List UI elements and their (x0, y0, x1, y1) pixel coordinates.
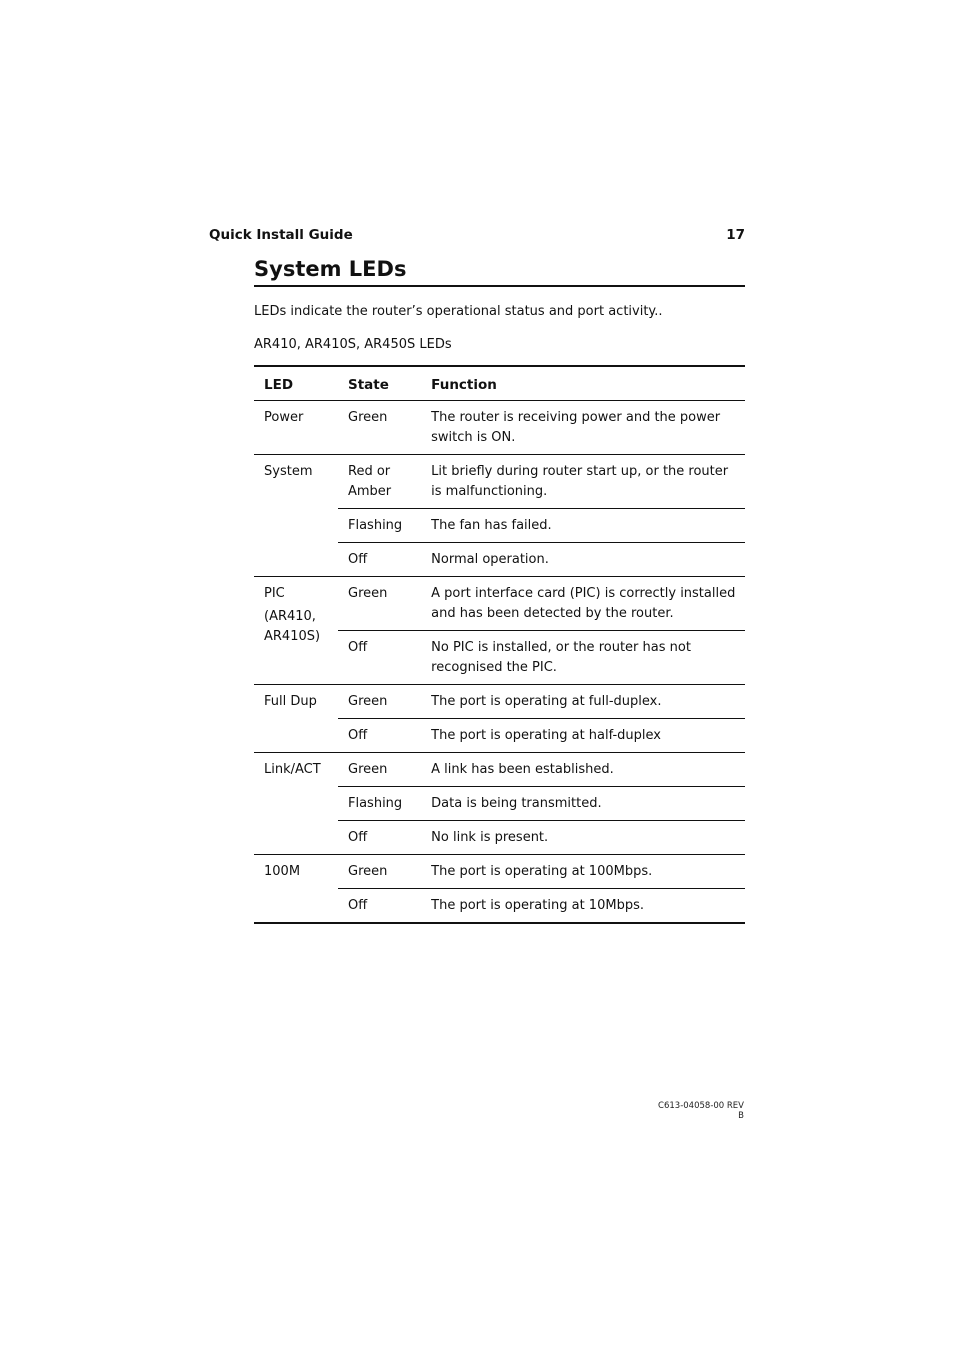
led-function: The port is operating at 10Mbps. (421, 889, 745, 924)
column-header-function: Function (421, 366, 745, 401)
led-name-cell (254, 401, 338, 455)
led-function: Normal operation. (421, 543, 745, 577)
led-state: Off (338, 719, 421, 753)
led-name-cell (254, 855, 338, 924)
led-state: Flashing (338, 509, 421, 543)
led-function: The port is operating at 100Mbps. (421, 855, 745, 889)
led-state: Green (338, 685, 421, 719)
led-function: The port is operating at half-duplex (421, 719, 745, 753)
led-name: System (264, 464, 313, 479)
intro-paragraph: LEDs indicate the router’s operational status and port activity.. (254, 304, 663, 319)
led-function: Data is being transmitted. (421, 787, 745, 821)
table-row (254, 753, 745, 787)
table-row (254, 855, 745, 889)
led-state: Green (338, 753, 421, 787)
running-header (209, 227, 745, 243)
led-function: No link is present. (421, 821, 745, 855)
led-state: Flashing (338, 787, 421, 821)
table-body (254, 401, 745, 924)
led-name: (AR410, AR410S) (264, 609, 321, 644)
table-row (254, 577, 745, 631)
led-name: PIC (264, 586, 285, 601)
led-state: Green (338, 577, 421, 631)
document-code: C613-04058-00 REV B (658, 1101, 744, 1121)
led-name: Full Dup (264, 694, 317, 709)
led-function: A link has been established. (421, 753, 745, 787)
table-header-row (254, 366, 745, 401)
led-table (254, 365, 745, 924)
led-function: The port is operating at full-duplex. (421, 685, 745, 719)
led-name: Link/ACT (264, 762, 321, 777)
led-name-cell (254, 753, 338, 855)
column-header-led: LED (254, 366, 338, 401)
led-function: A port interface card (PIC) is correctly installed and has been detected by the router. (421, 577, 745, 631)
table-row (254, 455, 745, 509)
guide-title: Quick Install Guide (209, 227, 353, 243)
led-name-cell (254, 685, 338, 753)
section-title: System LEDs (254, 257, 745, 287)
led-state: Off (338, 821, 421, 855)
led-function: Lit briefly during router start up, or the router is malfunctioning. (421, 455, 745, 509)
column-header-state: State (338, 366, 421, 401)
table-row (254, 401, 745, 455)
led-state: Off (338, 543, 421, 577)
led-function: No PIC is installed, or the router has not recognised the PIC. (421, 631, 745, 685)
led-state: Green (338, 855, 421, 889)
led-state: Red or Amber (338, 455, 421, 509)
led-function: The fan has failed. (421, 509, 745, 543)
led-state: Off (338, 889, 421, 924)
led-name-cell (254, 455, 338, 577)
table-caption: AR410, AR410S, AR450S LEDs (254, 337, 452, 352)
led-state: Green (338, 401, 421, 455)
page-number: 17 (726, 227, 745, 243)
led-state: Off (338, 631, 421, 685)
led-name-cell (254, 577, 338, 685)
led-name: 100M (264, 864, 301, 879)
table-row (254, 685, 745, 719)
led-name: Power (264, 410, 304, 425)
led-function: The router is receiving power and the power switch is ON. (421, 401, 745, 455)
